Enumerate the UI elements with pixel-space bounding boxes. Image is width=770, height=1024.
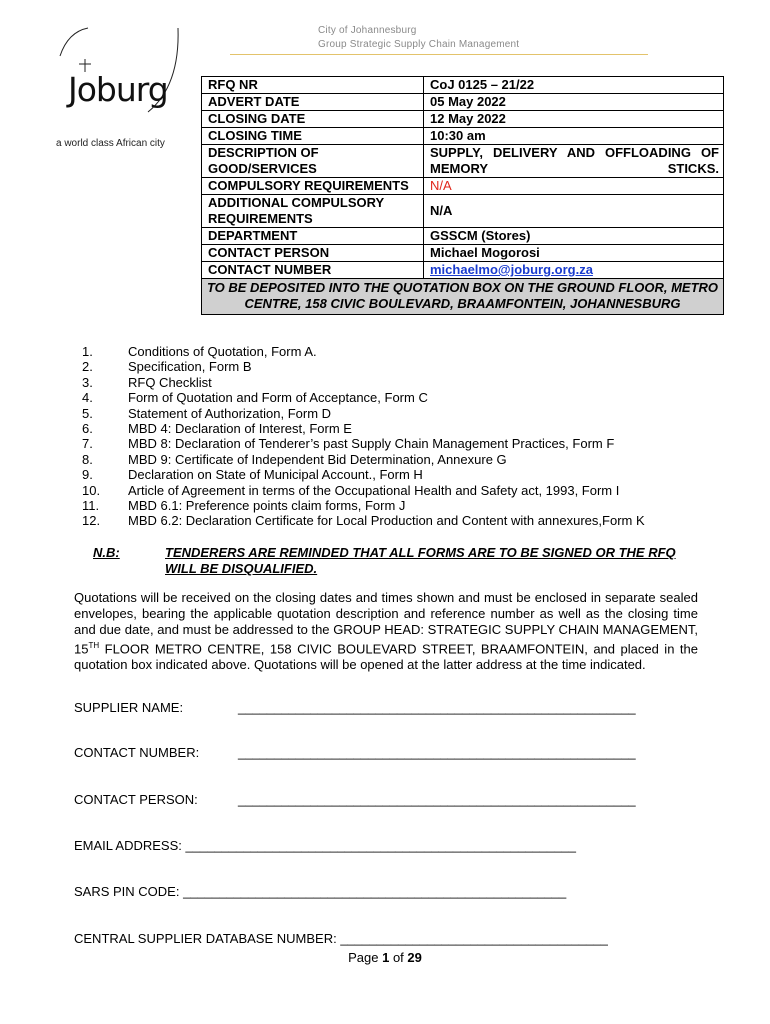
submission-paragraph — [74, 590, 698, 673]
closing-date-label: CLOSING DATE — [202, 111, 424, 128]
list-number: 7. — [82, 436, 93, 452]
rfq-nr-value: CoJ 0125 – 21/22 — [424, 77, 724, 94]
table-row — [202, 279, 724, 315]
compulsory-req-label: COMPULSORY REQUIREMENTS — [202, 178, 424, 195]
list-number: 12. — [82, 513, 101, 529]
paragraph-text-b: FLOOR METRO CENTRE, 158 CIVIC BOULEVARD STREET, BRAAMFONTEIN, and placed in the quotation box indicated above. Quotations will be opened at the latter address at the time indicated. — [74, 641, 698, 673]
email-line[interactable]: ______________________________________________________ — [185, 838, 576, 853]
advert-date-value: 05 May 2022 — [424, 94, 724, 111]
nb-warning: TENDERERS ARE REMINDED THAT ALL FORMS ARE TO BE SIGNED OR THE RFQ WILL BE DISQUALIFIED. — [165, 545, 676, 576]
table-row — [202, 77, 724, 94]
paragraph-text-a: Quotations will be received on the closing dates and times shown and must be enclosed in separate sealed envelopes, bearing the applicable quotation description and reference number as well as the closing time and due date, and must be addressed to the GROUP HEAD: STRATEGIC SUPPLY CHAIN MANAGEMENT, 15 — [74, 590, 698, 657]
description-label: DESCRIPTION OF GOOD/SERVICES — [202, 145, 424, 178]
list-text: MBD 8: Declaration of Tenderer’s past Supply Chain Management Practices, Form F — [128, 436, 615, 452]
table-row — [202, 228, 724, 245]
list-text: MBD 6.2: Declaration Certificate for Local Production and Content with annexures,Form K — [128, 513, 645, 529]
list-number: 2. — [82, 359, 93, 375]
list-number: 3. — [82, 374, 93, 390]
forms-list — [70, 344, 645, 529]
csd-label: CENTRAL SUPPLIER DATABASE NUMBER: — [74, 931, 341, 946]
list-item — [70, 513, 645, 528]
compulsory-req-value: N/A — [424, 178, 724, 195]
contact-person-label: CONTACT PERSON — [202, 245, 424, 262]
contact-number-value — [424, 262, 724, 279]
rfq-info-table — [201, 76, 724, 315]
list-item — [70, 483, 645, 498]
supplier-name-label: SUPPLIER NAME: — [74, 700, 184, 715]
header-rule — [230, 54, 648, 55]
page-of: of — [389, 950, 408, 965]
list-item — [70, 421, 645, 436]
table-row — [202, 178, 724, 195]
list-item — [70, 359, 645, 374]
page-total: 29 — [407, 950, 422, 965]
page-number — [0, 950, 770, 965]
contact-number-field[interactable] — [74, 745, 636, 760]
list-item — [70, 498, 645, 513]
table-row — [202, 245, 724, 262]
contact-number-line[interactable]: _______________________________________________________ — [238, 745, 636, 760]
closing-time-label: CLOSING TIME — [202, 128, 424, 145]
list-text: Conditions of Quotation, Form A. — [128, 344, 317, 359]
additional-req-label: ADDITIONAL COMPULSORY REQUIREMENTS — [202, 195, 424, 228]
contact-number-label: CONTACT NUMBER — [202, 262, 424, 279]
advert-date-label: ADVERT DATE — [202, 94, 424, 111]
table-row — [202, 195, 724, 228]
closing-time-value: 10:30 am — [424, 128, 724, 145]
list-text: RFQ Checklist — [128, 374, 212, 390]
list-number: 1. — [82, 344, 93, 359]
list-number: 11. — [82, 498, 100, 514]
list-item — [70, 436, 645, 451]
description-text: SUPPLY, DELIVERY AND OFFLOADING OF MEMORY STICKS. — [430, 145, 719, 176]
list-text: Statement of Authorization, Form D — [128, 405, 332, 421]
list-text: MBD 6.1: Preference points claim forms, Form J — [128, 498, 406, 514]
email-label: EMAIL ADDRESS: — [74, 838, 186, 853]
department-value: GSSCM (Stores) — [424, 228, 724, 245]
page-current: 1 — [382, 950, 390, 965]
closing-date-value: 12 May 2022 — [424, 111, 724, 128]
nb-label: N.B: — [93, 545, 120, 560]
csd-field[interactable] — [74, 931, 608, 946]
list-number: 5. — [82, 405, 93, 421]
list-number: 4. — [82, 390, 93, 406]
contact-number-field-label: CONTACT NUMBER: — [74, 745, 200, 760]
department-label: DEPARTMENT — [202, 228, 424, 245]
list-item — [70, 390, 645, 405]
description-value — [424, 145, 724, 178]
logo-wordmark: Joburg — [68, 70, 168, 109]
list-text: Article of Agreement in terms of the Occupational Health and Safety act, 1993, Form I — [128, 482, 620, 498]
list-item — [70, 452, 645, 467]
list-number: 10. — [82, 482, 101, 498]
csd-line[interactable]: _____________________________________ — [340, 931, 608, 946]
list-number: 9. — [82, 467, 93, 483]
paragraph-sup: TH — [88, 641, 100, 650]
rfq-nr-label: RFQ NR — [202, 77, 424, 94]
sars-pin-field[interactable] — [74, 884, 566, 899]
list-number: 8. — [82, 451, 93, 467]
email-field[interactable] — [74, 838, 576, 853]
contact-email-link[interactable]: michaelmo@joburg.org.za — [430, 262, 593, 277]
additional-req-value: N/A — [424, 195, 724, 228]
list-text: Specification, Form B — [128, 359, 252, 375]
sars-pin-label: SARS PIN CODE: — [74, 884, 184, 899]
list-text: Form of Quotation and Form of Acceptance, Form C — [128, 390, 428, 406]
header-org: City of Johannesburg — [318, 25, 417, 36]
list-item — [70, 467, 645, 482]
list-item — [70, 344, 645, 359]
sars-pin-line[interactable]: _____________________________________________________ — [183, 884, 567, 899]
supplier-name-field[interactable] — [74, 700, 636, 715]
contact-person-value: Michael Mogorosi — [424, 245, 724, 262]
header-division: Group Strategic Supply Chain Management — [318, 39, 520, 50]
list-text: Declaration on State of Municipal Account., Form H — [128, 467, 423, 483]
table-row — [202, 94, 724, 111]
contact-person-field[interactable] — [74, 792, 636, 807]
table-row — [202, 128, 724, 145]
table-row — [202, 145, 724, 178]
deposit-note: TO BE DEPOSITED INTO THE QUOTATION BOX ON THE GROUND FLOOR, METRO CENTRE, 158 CIVIC BOULEVARD, BRAAMFONTEIN, JOHANNESBURG — [202, 279, 724, 315]
list-text: MBD 9: Certificate of Independent Bid Determination, Annexure G — [128, 451, 507, 467]
page-word: Page — [348, 950, 383, 965]
list-item — [70, 375, 645, 390]
logo-tagline: a world class African city — [56, 138, 165, 149]
contact-person-line[interactable]: _______________________________________________________ — [238, 792, 636, 807]
contact-person-field-label: CONTACT PERSON: — [74, 792, 198, 807]
supplier-name-line[interactable]: _______________________________________________________ — [238, 700, 636, 715]
table-row — [202, 262, 724, 279]
list-number: 6. — [82, 421, 93, 437]
table-row — [202, 111, 724, 128]
list-text: MBD 4: Declaration of Interest, Form E — [128, 421, 352, 437]
list-item — [70, 406, 645, 421]
